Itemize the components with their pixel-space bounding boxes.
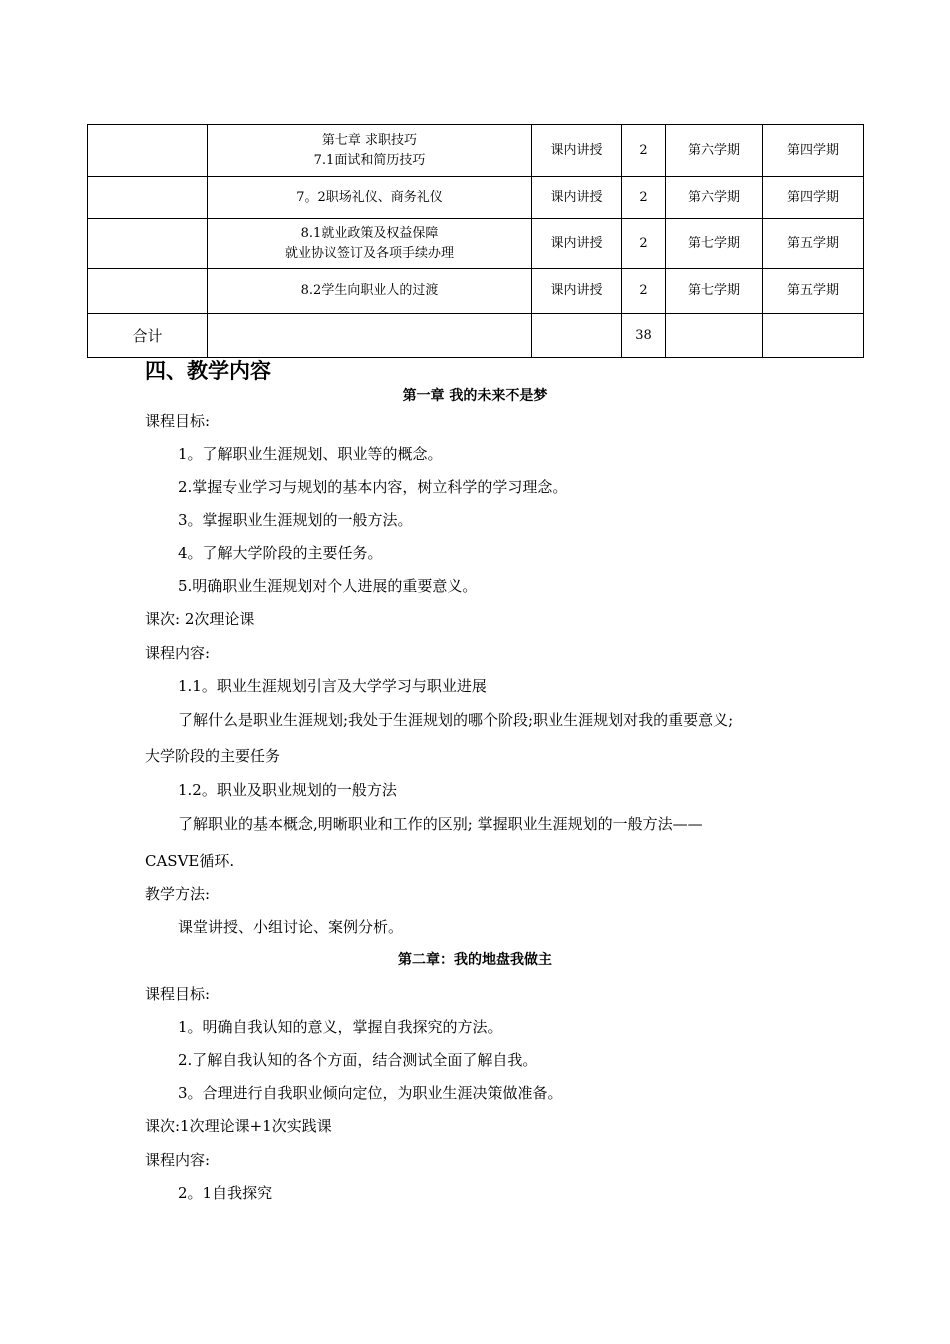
chapter2-goal-item: 2.了解自我认知的各个方面，结合测试全面了解自我。 bbox=[178, 1051, 538, 1069]
table-cell bbox=[532, 314, 622, 358]
chapter1-goal-item: 5.明确职业生涯规划对个人进展的重要意义。 bbox=[178, 577, 478, 595]
table-cell: 课内讲授 bbox=[532, 269, 622, 314]
table-cell: 7。2职场礼仪、商务礼仪 bbox=[208, 177, 532, 219]
table-cell: 课内讲授 bbox=[532, 177, 622, 219]
chapter2-title: 第二章：我的地盘我做主 bbox=[398, 952, 552, 968]
chapter1-goal-label: 课程目标: bbox=[145, 412, 211, 430]
table-cell: 第七学期 bbox=[666, 269, 763, 314]
section-title: 四、教学内容 bbox=[145, 359, 271, 383]
chapter1-method: 课堂讲授、小组讨论、案例分析。 bbox=[178, 918, 404, 936]
table-cell bbox=[88, 269, 208, 314]
chapter2-content-1-title: 2。1自我探究 bbox=[178, 1184, 273, 1202]
table-row bbox=[88, 314, 864, 358]
chapter1-content-1-title: 1.1。职业生涯规划引言及大学学习与职业进展 bbox=[178, 677, 487, 695]
chapter1-sessions: 课次: 2次理论课 bbox=[145, 610, 255, 628]
table-cell: 第四学期 bbox=[763, 177, 864, 219]
chapter1-content-2-text: CASVE循环. bbox=[145, 852, 235, 870]
chapter1-content-1-text: 大学阶段的主要任务 bbox=[145, 747, 281, 765]
table-cell bbox=[88, 219, 208, 269]
chapter2-goal-item: 3。合理进行自我职业倾向定位，为职业生涯决策做准备。 bbox=[178, 1084, 563, 1102]
table-cell: 2 bbox=[622, 219, 666, 269]
table-row bbox=[88, 177, 864, 219]
table-cell bbox=[88, 125, 208, 177]
table-cell: 第四学期 bbox=[763, 125, 864, 177]
table-cell: 8.2学生向职业人的过渡 bbox=[208, 269, 532, 314]
table-cell: 第五学期 bbox=[763, 269, 864, 314]
chapter1-goal-item: 4。了解大学阶段的主要任务。 bbox=[178, 544, 383, 562]
chapter2-goal-label: 课程目标: bbox=[145, 985, 211, 1003]
table-cell-total-value: 38 bbox=[622, 314, 666, 358]
table-cell: 课内讲授 bbox=[532, 125, 622, 177]
chapter1-goal-item: 3。掌握职业生涯规划的一般方法。 bbox=[178, 511, 413, 529]
table-cell: 2 bbox=[622, 269, 666, 314]
cell-line: 7.1面试和简历技巧 bbox=[313, 152, 426, 168]
table-cell bbox=[666, 314, 763, 358]
cell-line: 第七章 求职技巧 bbox=[321, 132, 418, 148]
schedule-table bbox=[87, 124, 864, 358]
table-cell bbox=[763, 314, 864, 358]
chapter1-title: 第一章 我的未来不是梦 bbox=[402, 388, 548, 404]
cell-line: 8.1就业政策及权益保障 bbox=[300, 225, 439, 241]
table-cell: 第五学期 bbox=[763, 219, 864, 269]
table-row bbox=[88, 269, 864, 314]
chapter1-content-2-text: 了解职业的基本概念,明晰职业和工作的区别; 掌握职业生涯规划的一般方法—— bbox=[178, 815, 703, 833]
table-cell-total-label: 合计 bbox=[88, 314, 208, 358]
chapter2-content-label: 课程内容: bbox=[145, 1151, 211, 1169]
chapter2-goal-item: 1。明确自我认知的意义，掌握自我探究的方法。 bbox=[178, 1018, 503, 1036]
table-row bbox=[88, 125, 864, 177]
chapter1-content-label: 课程内容: bbox=[145, 644, 211, 662]
chapter1-goal-item: 2.掌握专业学习与规划的基本内容，树立科学的学习理念。 bbox=[178, 478, 568, 496]
chapter2-sessions: 课次:1次理论课+1次实践课 bbox=[145, 1117, 332, 1135]
chapter1-method-label: 教学方法: bbox=[145, 885, 211, 903]
table-row bbox=[88, 219, 864, 269]
chapter1-content-2-title: 1.2。职业及职业规划的一般方法 bbox=[178, 781, 397, 799]
table-cell bbox=[208, 125, 532, 177]
table-cell: 课内讲授 bbox=[532, 219, 622, 269]
table-cell: 2 bbox=[622, 125, 666, 177]
chapter1-goal-item: 1。了解职业生涯规划、职业等的概念。 bbox=[178, 445, 443, 463]
table-cell bbox=[88, 177, 208, 219]
table-cell bbox=[208, 219, 532, 269]
table-cell: 第六学期 bbox=[666, 125, 763, 177]
table-cell bbox=[208, 314, 532, 358]
table-cell: 第七学期 bbox=[666, 219, 763, 269]
table-cell: 第六学期 bbox=[666, 177, 763, 219]
chapter1-content-1-text: 了解什么是职业生涯规划;我处于生涯规划的哪个阶段;职业生涯规划对我的重要意义; bbox=[178, 711, 734, 729]
table-cell: 2 bbox=[622, 177, 666, 219]
cell-line: 就业协议签订及各项手续办理 bbox=[284, 245, 454, 261]
